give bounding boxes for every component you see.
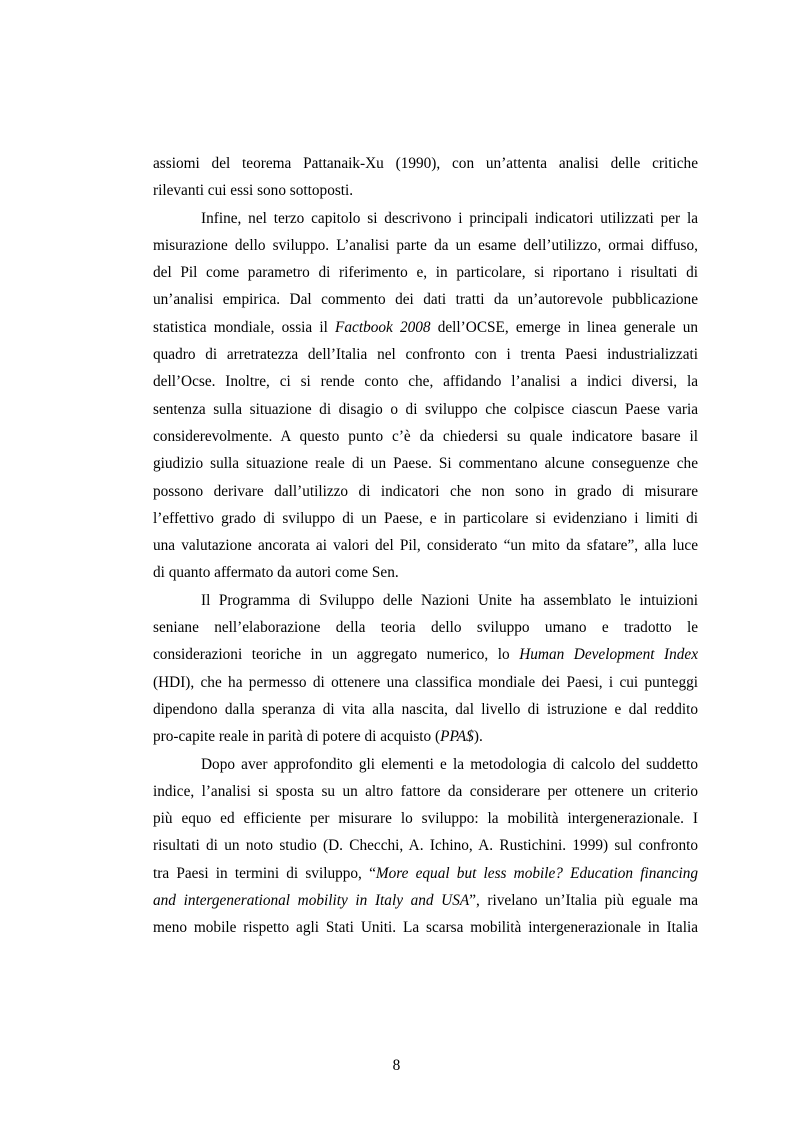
text-line: meno mobile rispetto agli Stati Uniti. La scarsa mobilità intergenerazionale in Italia [153, 919, 698, 937]
text-line: rilevanti cui essi sono sottoposti. [153, 182, 354, 200]
text-line: assiomi del teorema Pattanaik-Xu (1990), con un’attenta analisi delle critiche [153, 155, 698, 172]
text-segment: tra Paesi in termini di sviluppo, “ [153, 864, 376, 882]
page-number: 8 [392, 1057, 401, 1074]
text-line [153, 641, 698, 668]
text-line [153, 860, 698, 887]
text-line: considerevolmente. A questo punto c’è da chiedersi su quale indicatore basare il [153, 427, 698, 445]
text-segment: ”, rivelano un’Italia più eguale ma [469, 892, 698, 910]
text-line: un’analisi empirica. Dal commento dei dati tratti da un’autorevole pubblicazione [153, 291, 698, 309]
text-segment: ). [473, 728, 483, 746]
text-line: l’effettivo grado di sviluppo di un Paese, e in particolare si evidenziano i limiti di [153, 509, 698, 527]
text-line: quadro di arretratezza dell’Italia nel confronto con i trenta Paesi industrializzati [153, 346, 698, 364]
text-line: giudizio sulla situazione reale di un Paese. Si commentano alcune conseguenze che [153, 455, 698, 473]
text-line: (HDI), che ha permesso di ottenere una classifica mondiale dei Paesi, i cui punteggi [153, 673, 698, 691]
text-line: seniane nell’elaborazione della teoria dello sviluppo umano e tradotto le [153, 619, 698, 637]
italic-text: More equal but less mobile? Education financing [375, 864, 698, 882]
italic-text: Factbook 2008 [335, 318, 431, 336]
body-text [153, 150, 698, 942]
text-line: dell’Ocse. Inoltre, ci si rende conto che, affidando l’analisi a indici diversi, la [153, 373, 698, 391]
text-line: indice, l’analisi si sposta su un altro fattore da considerare per ottenere un criterio [153, 782, 698, 800]
text-line: una valutazione ancorata ai valori del Pil, considerato “un mito da sfatare”, alla luce [153, 537, 698, 555]
text-segment: considerazioni teoriche in un aggregato numerico, lo [153, 646, 520, 664]
italic-text: PPA$ [440, 728, 474, 746]
text-line: di quanto affermato da autori come Sen. [153, 564, 399, 582]
text-line: dipendono dalla speranza di vita alla nascita, dal livello di istruzione e dal reddito [153, 700, 698, 718]
text-line [153, 314, 698, 341]
text-line: del Pil come parametro di riferimento e, in particolare, si riportano i risultati di [153, 264, 698, 282]
text-segment: statistica mondiale, ossia il [153, 318, 336, 336]
text-line: risultati di un noto studio (D. Checchi, A. Ichino, A. Rustichini. 1999) sul confronto [153, 837, 698, 855]
italic-text: and intergenerational mobility in Italy and USA [153, 892, 470, 910]
text-line: possono derivare dall’utilizzo di indicatori che non sono in grado di misurare [153, 482, 698, 500]
text-line [153, 887, 698, 914]
text-line: più equo ed efficiente per misurare lo sviluppo: la mobilità intergenerazionale. I [153, 810, 698, 828]
text-line [153, 723, 698, 750]
text-line: sentenza sulla situazione di disagio o di sviluppo che colpisce ciascun Paese varia [153, 400, 698, 418]
text-line: Dopo aver approfondito gli elementi e la metodologia di calcolo del suddetto [201, 755, 698, 773]
italic-text: Human Development Index [519, 646, 699, 664]
text-line: Infine, nel terzo capitolo si descrivono i principali indicatori utilizzati per la [201, 209, 698, 227]
text-segment: pro-capite reale in parità di potere di acquisto ( [153, 728, 441, 746]
text-line: Il Programma di Sviluppo delle Nazioni Unite ha assemblato le intuizioni [201, 591, 698, 609]
text-segment: dell’OCSE, emerge in linea generale un [430, 318, 698, 336]
text-line: misurazione dello sviluppo. L’analisi parte da un esame dell’utilizzo, ormai diffuso, [153, 236, 698, 254]
